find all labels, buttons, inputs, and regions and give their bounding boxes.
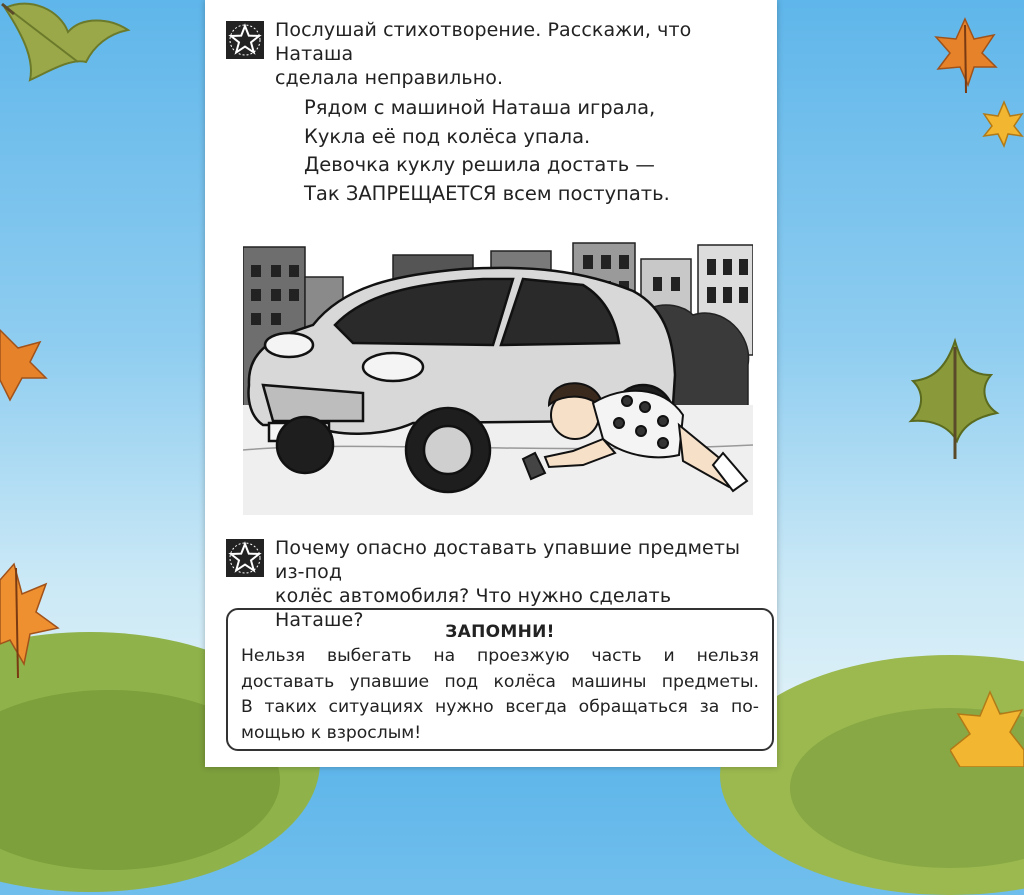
remember-line: Нельзя выбегать на проезжую часть и нельзя <box>241 646 759 666</box>
worksheet <box>205 0 777 767</box>
task-1-line: сделала неправильно. <box>275 67 504 89</box>
remember-line: мощью к взрослым! <box>241 722 422 743</box>
task-1 <box>225 18 760 90</box>
leaf-icon <box>982 100 1024 150</box>
remember-line: В таких ситуациях нужно всегда обращаться за по- <box>241 697 759 717</box>
star-box-icon <box>225 538 265 578</box>
remember-box <box>226 608 774 751</box>
car-and-girl-illustration <box>243 225 753 515</box>
leaf-icon <box>905 335 1000 460</box>
leaf-icon <box>930 15 1000 95</box>
leaf-icon <box>950 690 1024 767</box>
leaf-icon <box>0 320 48 405</box>
poem-line: Рядом с машиной Наташа играла, <box>304 96 656 119</box>
remember-line: доставать упавшие под колёса машины предметы. <box>241 671 759 692</box>
poem-line: Кукла её под колёса упала. <box>304 124 591 148</box>
task-2-line: Почему опасно доставать упавшие предметы из-под <box>275 537 741 583</box>
star-box-icon <box>225 20 265 60</box>
poem-line: Девочка куклу решила достать — <box>304 153 655 176</box>
poem <box>304 94 670 208</box>
remember-title: ЗАПОМНИ! <box>445 622 555 642</box>
leaf-icon <box>0 0 135 85</box>
task-1-line: Послушай стихотворение. Расскажи, что Наташа <box>275 19 692 65</box>
poem-line: Так ЗАПРЕЩАЕТСЯ всем поступать. <box>304 181 670 205</box>
leaf-icon <box>0 560 60 680</box>
task-2-line: колёс автомобиля? Что нужно сделать Наташе? <box>275 585 672 631</box>
task-1-text <box>275 18 760 90</box>
